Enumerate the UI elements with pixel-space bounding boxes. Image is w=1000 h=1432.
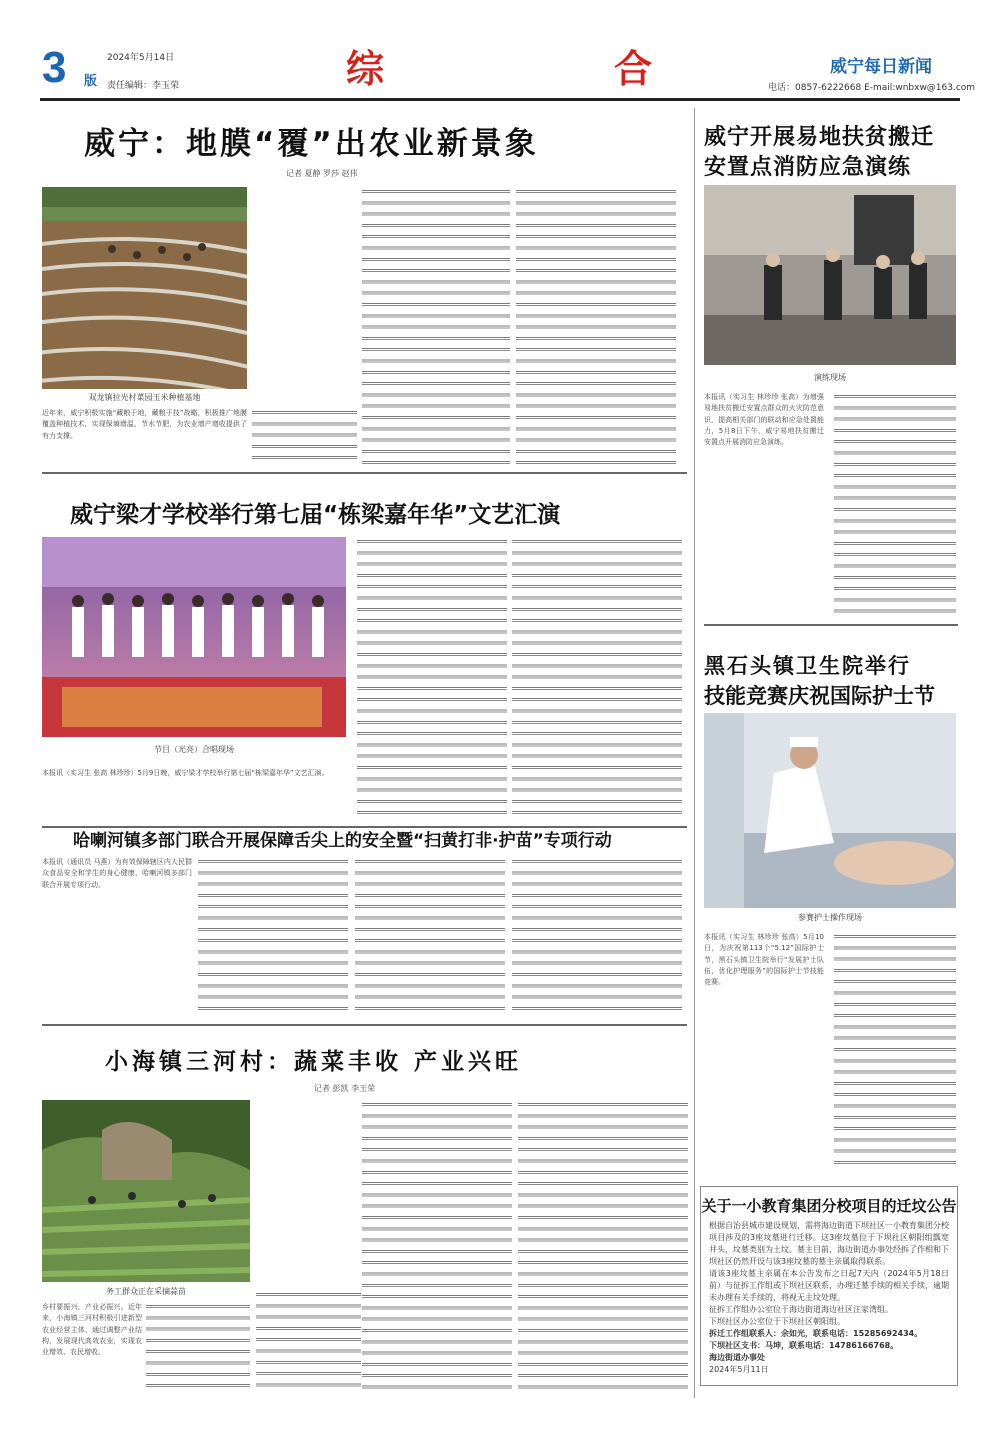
notice-organization: 海边街道办事处 <box>709 1353 765 1362</box>
article-vegetable-text-column <box>146 1302 250 1392</box>
choir-photo-caption: 节目（光亮）合唱现场 <box>154 745 234 754</box>
article-vegetable-text-column <box>256 1290 361 1392</box>
notice-date: 2024年5月11日 <box>709 1365 769 1374</box>
newspaper-brand: 威宁每日新闻 <box>830 57 932 77</box>
notice-paragraph: 根据自治县城市建设规划，需将海边街道下坝社区一小教育集团分校项目涉及的3座坟墓进行迁移。这3座坟墓位于下坝社区朝阳组瓢宽井头，坟墓类别为土坟。墓主目前，海边街道办事处经拆了作相和下坝社区仍然开设与该3座坟墓的墓主亲属取得联系。 <box>709 1221 949 1266</box>
article-film-text-column <box>516 187 676 464</box>
article-fire-title-line2: 安置点消防应急演练 <box>704 155 912 180</box>
notice-contact: 拆迁工作组联系人：余如光，联系电话：15285692434。 <box>709 1329 923 1338</box>
notice-paragraph: 请该3座坟墓主亲属在本公告发布之日起7天内（2024年5月18日前）与征拆工作组或下坝社区联系，办理迁墓手续的相关手续，逾期未办理有关手续的，将视无主坟处理。 <box>709 1269 949 1302</box>
article-nurse-title-line1: 黑石头镇卫生院举行 <box>704 654 911 678</box>
section-divider <box>42 472 687 474</box>
article-school-text-column <box>357 537 507 820</box>
article-vegetable-text-column <box>362 1100 512 1392</box>
article-school-title: 威宁梁才学校举行第七届“栋梁嘉年华”文艺汇演 <box>70 502 561 528</box>
contact-line: 电话：0857-6222668 E-mail:wnbxw@163.com <box>768 83 976 93</box>
masthead-rule <box>40 98 960 101</box>
issue-date: 2024年5月14日 <box>107 53 175 63</box>
responsible-editor: 责任编辑：李玉荣 <box>107 81 180 91</box>
article-safety-text-column <box>198 857 348 1015</box>
article-film-text-column <box>362 187 510 464</box>
article-fire-lead: 本报讯（实习生 林珍珍 张高）为增强易地扶贫搬迁安置点群众的火灾防范意识，提高相关部门的联动和应急处置能力，5月8日下午，威宁易地扶贫搬迁安置点开展消防应急演练。 <box>704 393 824 447</box>
section-title-right: 合 <box>614 46 655 91</box>
article-film-lead: 近年来，威宁积极实施“藏粮于地，藏粮于技”战略，积极推广地膜覆盖种植技术，实现保墒增温、节水节肥，为农业增产增收提供了有力支撑。 <box>42 409 247 440</box>
article-nurse-text-column <box>834 932 956 1170</box>
article-fire-title-line1: 威宁开展易地扶贫搬迁 <box>704 125 935 150</box>
article-vegetable-text-column <box>518 1100 688 1392</box>
article-fire-text-column <box>834 392 956 617</box>
notice-paragraph: 下坝社区办公室位于下坝社区朝阳组。 <box>709 1317 845 1326</box>
section-title-left: 综 <box>346 46 387 91</box>
choir-photo <box>42 537 346 737</box>
article-nurse-lead: 本报讯（实习生 林珍珍 张高）5月10日，为庆祝第113个“5.12”国际护士节，黑石头镇卫生院举行“发展护士队伍，优化护理服务”的国际护士节技能竞赛。 <box>704 933 824 987</box>
article-vegetable-lead: 乡村要振兴，产业必振兴。近年来，小海镇三河村积极引进新型农业经营主体，通过调整产业结构，发展现代高效农业，实现农业增效、农民增收。 <box>42 1303 142 1357</box>
article-safety-title: 哈喇河镇多部门联合开展保障舌尖上的安全暨“扫黄打非·护苗”专项行动 <box>73 831 612 851</box>
section-divider <box>704 624 958 626</box>
article-safety-text-column <box>512 857 682 1015</box>
article-nurse-title-line2: 技能竞赛庆祝国际护士节 <box>704 684 935 708</box>
column-divider <box>694 108 695 1398</box>
fire-drill-photo <box>704 185 956 365</box>
nurse-competition-photo <box>704 713 956 908</box>
notice-contact: 下坝社区支书：马坤，联系电话：14786166768。 <box>709 1341 899 1350</box>
page-ban-label: 版 <box>84 74 98 89</box>
article-vegetable-title: 小海镇三河村：蔬菜丰收 产业兴旺 <box>105 1049 523 1075</box>
page-number: 3 <box>42 43 67 92</box>
section-divider <box>42 1024 687 1026</box>
article-film-title: 威宁：地膜“覆”出农业新景象 <box>84 126 539 162</box>
article-film-byline: 记者 夏静 罗莎 赵伟 <box>286 169 358 178</box>
article-safety-text-column <box>355 857 505 1015</box>
article-vegetable-byline: 记者 彭凯 李玉荣 <box>314 1084 376 1093</box>
farmland-photo <box>42 187 247 389</box>
article-film-text-column <box>252 408 357 464</box>
notice-title: 关于一小教育集团分校项目的迁坟公告 <box>701 1197 957 1215</box>
fire-drill-photo-caption: 演练现场 <box>814 373 846 382</box>
notice-paragraph: 征拆工作组办公室位于海边街道海边社区汪家湾组。 <box>709 1305 893 1314</box>
article-safety-lead: 本报讯（通讯员 马燕）为有效保障辖区内人民群众食品安全和学生的身心健康，哈喇河镇多部门联合开展专项行动。 <box>42 858 192 889</box>
article-school-text-column <box>512 537 682 820</box>
article-school-lead: 本报讯（实习生 张高 林珍珍）5月9日晚，威宁梁才学校举行第七届“栋梁嘉年华”文艺汇演。 <box>42 769 329 777</box>
nurse-photo-caption: 参赛护士操作现场 <box>798 913 862 922</box>
vegetable-photo-caption: 务工群众正在采摘蒜苗 <box>106 1287 186 1296</box>
relocation-notice <box>700 1186 958 1386</box>
farmland-photo-caption: 双龙镇拉光村菜园玉米种植基地 <box>88 393 201 402</box>
vegetable-field-photo <box>42 1100 250 1282</box>
